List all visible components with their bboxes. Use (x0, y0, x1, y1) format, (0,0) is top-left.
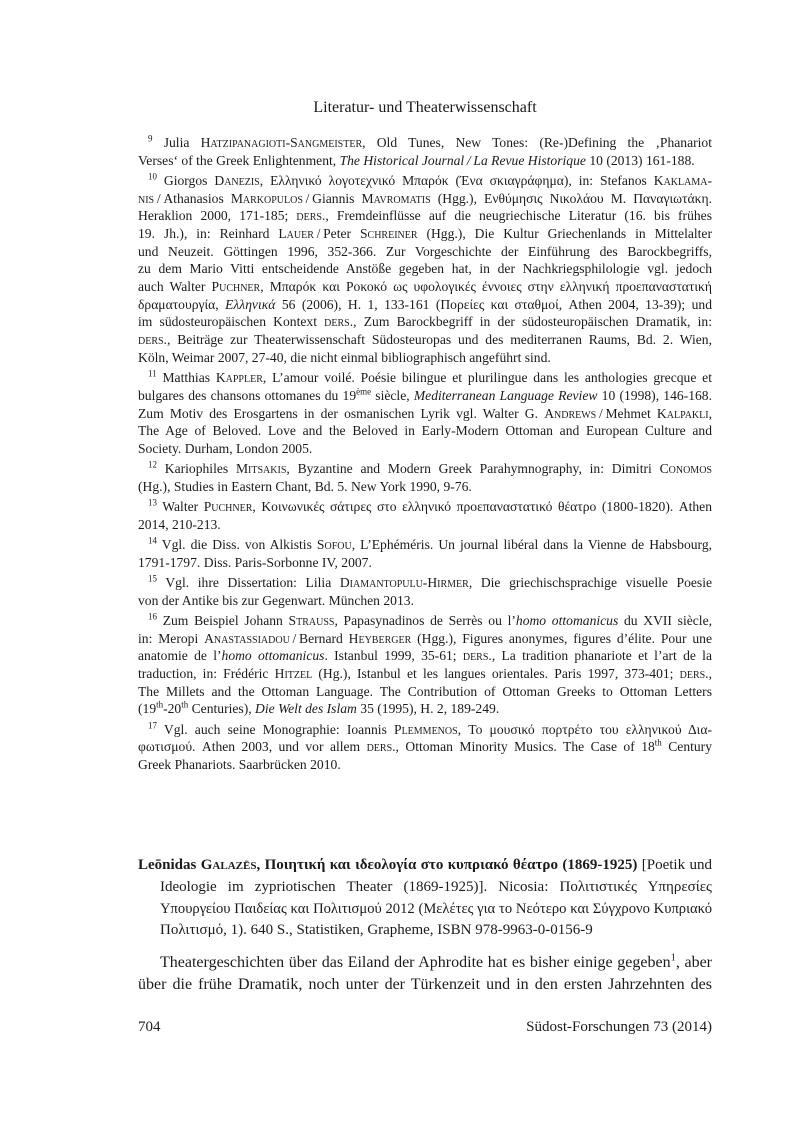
footnote-line (138, 440, 712, 458)
footnote (138, 460, 712, 495)
footnote-text: , Papasynadinos de Serrès ou l’ (334, 613, 516, 629)
footnote-text: , Old Tunes, New Tones: (Re-)Defining the ‚Phanariot (362, 135, 712, 150)
footnote-text: , Το μουσικό πορτρέτο του ελληνικού Δια- (457, 721, 712, 737)
footnote-text: , Ottoman Minority Musics. The Case of 18 (395, 739, 655, 755)
footnote (138, 612, 712, 718)
footnote-number: 10 (148, 171, 157, 182)
footnote-line (138, 243, 712, 261)
footnote-line (138, 700, 712, 718)
author-name: Kalpakli (656, 405, 709, 421)
review-heading-text: Ideologie im zypriotischen Theater (1869-1925)]. Nicosia: Πολιτιστικές Υπηρεσίες (160, 878, 712, 895)
footnote-line (138, 683, 712, 701)
footnote-text: φωτισμού. Athen 2003, und vor allem (138, 739, 367, 755)
superscript: ème (356, 386, 372, 397)
author-name: Hitzel (274, 666, 313, 682)
author-name: Conomos (659, 461, 712, 477)
footnote-text: (Hgg.), Die Kultur Griechenlands in Mittelalter (417, 226, 712, 242)
footnote-text: , (708, 405, 713, 421)
footnote-text: 2014, 210-213. (138, 516, 221, 532)
footnote-text: du XVII siècle, (618, 613, 713, 629)
author-name: Plemmenos (394, 721, 458, 737)
page-footer (138, 1018, 712, 1036)
author-name: Puchner (203, 499, 253, 515)
footnote-text: Centuries), (188, 701, 256, 717)
review-body-line (138, 974, 712, 996)
footnote-text: , L’amour voilé. Poésie bilingue et plurilingue dans les anthologies grecque et (262, 370, 712, 386)
footnote-text: Society. Durham, London 2005. (138, 440, 313, 456)
footnote-line (138, 460, 712, 478)
author-name: Sofou (316, 537, 352, 553)
author-name: ders. (138, 332, 167, 348)
author-name: Andrews (544, 405, 597, 421)
footnote-text: von der Antike bis zur Gegenwart. München 2013. (138, 592, 414, 608)
footnote-text: traduction, in: Frédéric (138, 666, 275, 682)
footnote-line (138, 152, 712, 170)
footnote-text: Zum Beispiel Johann (162, 613, 289, 629)
footnote-text: Vgl. auch seine Monographie: Ioannis (163, 721, 395, 737)
italic-title: homo ottomanicus (221, 648, 325, 664)
footnote-text: / Mehmet (596, 405, 657, 421)
review-heading-line (138, 855, 712, 877)
footnote-line (138, 721, 712, 739)
author-name: Mitsakis (235, 461, 287, 477)
footnote-line (138, 498, 712, 516)
author-name: Kaklama- (653, 172, 712, 188)
review-body-text: , aber (675, 954, 713, 971)
footnote-text: Century (661, 739, 713, 755)
footnote-text: Zum Motiv des Erosgartens in der osmanischen Lyrik vgl. Walter G. (138, 405, 545, 421)
footnote-text: Vgl. ihre Dissertation: Lilia (165, 575, 340, 591)
italic-title: homo ottomanicus (515, 613, 619, 629)
author-name: ders. (324, 314, 354, 330)
footnote-text: , Zum Barockbegriff in der südosteuropäischen Dramatik, in: (353, 314, 712, 330)
footnote-line (138, 516, 712, 534)
footnote-line (138, 592, 712, 610)
footnote-number: 17 (148, 720, 157, 731)
footnote-text: 56 (2006), H. 1, 133-161 (Πορείες και σταθμοί, Athen 2004, 13-39); und (275, 296, 712, 312)
footnote-text: Matthias (162, 370, 216, 386)
review-heading-line (138, 877, 712, 899)
footnote-line (138, 478, 712, 496)
review-heading-text: Πολιτισμό, 1). 640 S., Statistiken, Grapheme, ISBN 978-9963-0-0156-9 (160, 922, 593, 939)
author-name: Mavromatis (361, 190, 431, 206)
footnote (138, 536, 712, 571)
footnote-line (138, 612, 712, 630)
footnote-line (138, 172, 712, 190)
superscript: 1 (670, 952, 676, 964)
footnote-number: 15 (148, 573, 157, 584)
review-heading-line (138, 899, 712, 921)
footnote-text: im südosteuropäischen Kontext (138, 314, 325, 330)
footnote-line (138, 756, 712, 774)
footnote-text: , Κοινωνικές σάτιρες στο ελληνικό προεπαναστατικό θέατρο (1800-1820). Athen (252, 499, 712, 515)
footnote-text: 1791-1797. Diss. Paris-Sorbonne IV, 2007. (138, 554, 372, 570)
footnote (138, 721, 712, 774)
author-name: Anastassiadou (204, 630, 290, 646)
italic-title: Mediterranean Language Review (413, 387, 598, 403)
footnote-text: / Athanasios (154, 190, 231, 206)
footnote-number: 16 (148, 611, 157, 622)
footnote-line (138, 422, 712, 440)
author-name: Markopulos (230, 190, 303, 206)
footnote-line (138, 313, 712, 331)
footnote-text: . Istanbul 1999, 35-61; (324, 648, 463, 664)
footnote-text: δραματουργία, (138, 296, 226, 312)
footnote-line (138, 665, 712, 683)
footnote-line (138, 331, 712, 349)
footnote-text: Walter (162, 499, 204, 515)
footnote-text: , (708, 666, 712, 682)
footnote-text: (Hgg.), Figures anonymes, figures d’élite. Pour une (411, 630, 712, 646)
bold-text: , Ποιητική και ιδεολογία στο κυπριακό θέατρο (1869-1925) (256, 857, 638, 873)
author-name: Lauer (278, 226, 314, 242)
footnote (138, 134, 712, 169)
footnote-number: 13 (148, 497, 157, 508)
footnote-text: Julia (163, 135, 201, 150)
footnote-text: -20 (163, 701, 182, 717)
superscript: th (181, 699, 189, 710)
footnote-text: The Age of Beloved. Love and the Beloved in Early-Modern Ottoman and European Culture and (138, 423, 712, 439)
footnote-line (138, 405, 712, 423)
footnote-text: in: Meropi (138, 630, 205, 646)
footnote-line (138, 278, 712, 296)
footnote-line (138, 536, 712, 554)
footnote-line (138, 225, 712, 243)
footnote-text: 10 (1998), 146-168. (597, 387, 713, 403)
author-name: nis (138, 190, 155, 206)
author-name: Puchner (211, 279, 261, 295)
author-name: Schreiner (359, 226, 418, 242)
footnote-text: Greek Phanariots. Saarbrücken 2010. (138, 757, 341, 773)
journal-citation: Südost-Forschungen 73 (2014) (526, 1019, 712, 1035)
footnote-text: bulgares des chansons ottomanes du 19 (138, 387, 357, 403)
author-name: Galazēs (200, 857, 257, 873)
author-name: Diamantopulu-Hirmer (339, 575, 469, 591)
footnote-text: , Beiträge zur Theaterwissenschaft Südosteuropas und des mediterranen Raums, Bd. 2. Wien, (166, 332, 712, 348)
footnote-line (138, 554, 712, 572)
review-heading-text: Υπουργείου Παιδείας και Πολιτισμού 2012 (Μελέτες για το Νεότερο και Σύγχρονο Κυπριακό (160, 900, 712, 917)
footnote-line (138, 207, 712, 225)
review-heading-text: [Poetik und (637, 857, 712, 873)
italic-title: Ελληνικά (225, 296, 276, 312)
author-name: ders. (296, 208, 326, 224)
footnote-text: , Byzantine and Modern Greek Parahymnography, in: Dimitri (286, 461, 660, 477)
review-heading (138, 855, 712, 942)
footnote (138, 369, 712, 457)
footnote-text: , Fremdeinflüsse auf die neugriechische Literatur (16. bis frühes (325, 208, 712, 224)
footnote-line (138, 349, 712, 367)
footnote-text: (19 (138, 701, 157, 717)
author-name: Danezis (214, 172, 260, 188)
footnote-number: 14 (148, 535, 157, 546)
footnote-text: auch Walter (138, 279, 212, 295)
review-body-line (138, 952, 712, 974)
footnote-line (138, 260, 712, 278)
footnote-text: , Μπαρόκ και Ροκοκό ως υφολογικές έννοιες στην ελληνική προεπαναστατική (260, 279, 712, 295)
footnote-text: zu dem Mario Vitti entscheidende Anstöße gegeben hat, in der Nachkriegsphilologie vgl. jedoch (138, 261, 712, 277)
footnote-line (138, 134, 712, 152)
footnote-text: siècle, (371, 387, 414, 403)
footnote (138, 172, 712, 367)
footnote-text: 10 (2013) 161-188. (585, 152, 695, 168)
footnote-text: 35 (1995), H. 2, 189-249. (356, 701, 500, 717)
footnote-text: (Hgg.), Ενθύμησις Νικολάου Μ. Παναγιωτάκη. (430, 190, 713, 206)
author-name: ders. (366, 739, 396, 755)
author-name: ders. (462, 648, 492, 664)
footnote-line (138, 574, 712, 592)
footnote-text: und Neuzeit. Göttingen 1996, 352-366. Zur Vorgeschichte der Einführung des Barockbegriffs, (138, 243, 712, 259)
footnote-text: , La tradition phanariote et l’art de la (491, 648, 712, 664)
author-name: Hatzipanagioti-Sangmeister (200, 135, 363, 150)
footnote-text: 19. Jh.), in: Reinhard (138, 226, 279, 242)
italic-title: Die Welt des Islam (255, 701, 357, 717)
footnote-text: (Hg.), Studies in Eastern Chant, Bd. 5. New York 1990, 9-76. (138, 478, 472, 494)
footnote-text: , L’Ephéméris. Un journal libéral dans la Vienne de Habsbourg, (351, 537, 713, 553)
review-body-text: Theatergeschichten über das Eiland der Aphrodite hat es bisher einige gegeben (160, 954, 671, 971)
footnote (138, 498, 712, 533)
footnote-line (138, 296, 712, 314)
footnote-text: / Bernard (289, 630, 349, 646)
footnote-line (138, 630, 712, 648)
footnote-text: anatomie de l’ (138, 648, 222, 664)
footnote-text: Kariophiles (164, 461, 236, 477)
review-body-text: über die frühe Dramatik, noch unter der Türkenzeit und in den ersten Jahrzehnten des (138, 976, 712, 993)
superscript: th (156, 699, 164, 710)
footnote-line (138, 738, 712, 756)
footnote-line (138, 190, 712, 208)
footnote-line (138, 387, 712, 405)
footnote (138, 574, 712, 609)
footnote-text: / Giannis (302, 190, 362, 206)
footnote-text: Heraklion 2000, 171-185; (138, 208, 297, 224)
superscript: th (654, 737, 662, 748)
footnotes-section (138, 134, 712, 774)
footnote-text: Köln, Weimar 2007, 27-40, die nicht einmal bibliographisch angeführt sind. (138, 349, 551, 365)
footnote-number: 11 (148, 368, 157, 379)
footnote-text: / Peter (313, 226, 360, 242)
footnote-text: , Ελληνικό λογοτεχνικό Μπαρόκ (Ένα σκιαγράφημα), in: Stefanos (259, 172, 654, 188)
author-name: ders. (679, 666, 709, 682)
italic-title: The Historical Journal / La Revue Historique (339, 152, 586, 168)
footnote-text: Giorgos (163, 172, 215, 188)
footnote-text: Verses‘ of the Greek Enlightenment, (138, 152, 340, 168)
footnote-text: (Hg.), Istanbul et les langues orientales. Paris 1997, 373-401; (312, 666, 680, 682)
author-name: Kappler (215, 370, 263, 386)
footnote-number: 9 (148, 133, 153, 144)
bold-text: Leōnidas (138, 857, 201, 873)
author-name: Heyberger (348, 630, 412, 646)
page-number: 704 (138, 1019, 161, 1035)
footnote-line (138, 369, 712, 387)
footnote-text: , Die griechischsprachige visuelle Poesie (468, 575, 713, 591)
footnote-text: Vgl. die Diss. von Alkistis (161, 537, 317, 553)
running-head: Literatur- und Theaterwissenschaft (313, 99, 537, 116)
footnote-text: The Millets and the Ottoman Language. The Contribution of Ottoman Greeks to Ottoman Letters (138, 683, 712, 699)
review-body (138, 952, 712, 996)
author-name: Strauss (288, 613, 335, 629)
footnote-line (138, 647, 712, 665)
review-heading-line (138, 920, 712, 942)
footnote-number: 12 (148, 459, 157, 470)
